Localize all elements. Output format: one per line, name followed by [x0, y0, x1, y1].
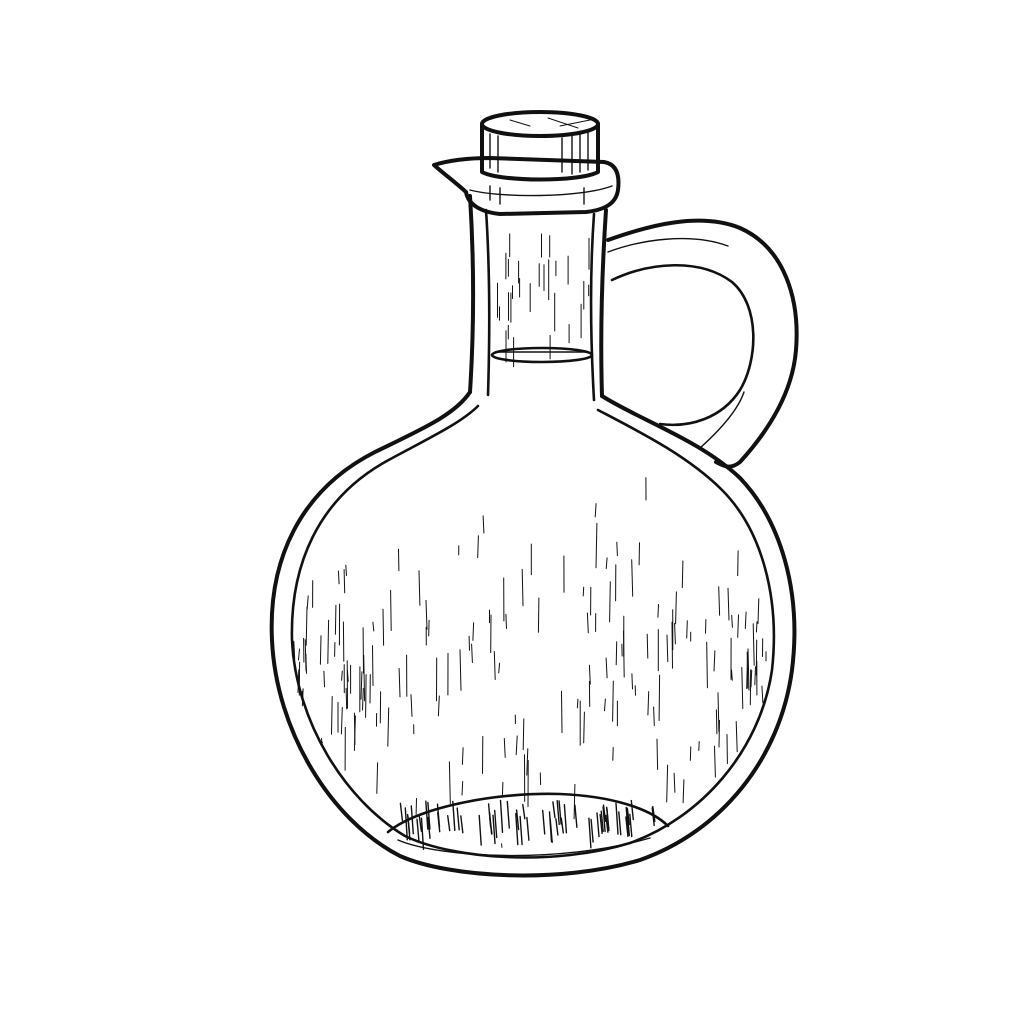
hatch-stroke: [411, 695, 412, 717]
hatch-stroke: [595, 504, 596, 517]
hatch-stroke: [457, 808, 459, 830]
hatch-stroke: [742, 667, 743, 708]
hatch-stroke: [675, 624, 676, 644]
hatch-stroke: [507, 801, 509, 828]
hatch-stroke: [596, 523, 597, 567]
hatch-stroke: [366, 675, 367, 718]
hatch-stroke: [632, 560, 633, 596]
hatch-stroke: [302, 689, 303, 706]
hatch-stroke: [553, 802, 555, 818]
hatch-stroke: [502, 782, 503, 795]
hatch-stroke: [438, 813, 440, 832]
hatch-stroke: [383, 609, 384, 645]
hatch-stroke: [373, 646, 374, 686]
hatch-stroke: [616, 803, 618, 834]
hatch-stroke: [522, 569, 523, 605]
hatch-stroke: [617, 542, 618, 555]
hatch-stroke: [647, 634, 648, 658]
hatch-stroke: [682, 561, 683, 588]
hatch-stroke: [657, 739, 658, 769]
hatch-stroke: [538, 598, 539, 632]
hatch-stroke: [478, 536, 479, 558]
hatch-stroke: [527, 818, 529, 841]
hatch-stroke: [751, 670, 752, 687]
hatch-stroke: [587, 613, 588, 633]
hatch-stroke: [624, 631, 625, 677]
hatch-stroke: [523, 719, 524, 750]
hatch-stroke: [718, 693, 719, 732]
hatch-stroke: [736, 722, 737, 752]
hatch-stroke: [715, 746, 716, 777]
hatch-stroke: [687, 621, 688, 638]
hatch-stroke: [561, 818, 563, 833]
hatch-stroke: [324, 671, 325, 687]
hatch-stroke: [745, 612, 746, 628]
hatch-stroke: [527, 749, 528, 775]
hatch-stroke: [690, 747, 691, 761]
hatch-stroke: [411, 806, 413, 834]
hatch-stroke: [630, 814, 632, 836]
hatch-stroke: [506, 614, 507, 628]
bottle-lip: [434, 158, 618, 214]
hatch-stroke: [473, 623, 474, 641]
hatch-stroke: [707, 642, 708, 687]
hatch-stroke: [426, 600, 427, 629]
hatch-stroke: [520, 817, 522, 845]
hatch-stroke: [299, 649, 300, 660]
hatch-stroke: [361, 672, 362, 700]
hatch-stroke: [417, 819, 419, 842]
hatch-stroke: [619, 812, 621, 835]
hatch-stroke: [320, 636, 321, 665]
hatch-stroke: [716, 710, 717, 734]
hatch-stroke: [494, 652, 495, 680]
hatch-stroke: [658, 605, 659, 618]
hatch-stroke: [747, 652, 748, 688]
hatch-stroke: [399, 668, 400, 697]
hatch-stroke: [610, 582, 611, 622]
hatch-stroke: [306, 665, 307, 674]
hatch-stroke: [606, 558, 607, 569]
hatch-stroke: [373, 622, 374, 631]
hatch-stroke: [422, 818, 424, 849]
hatch-stroke: [550, 812, 552, 842]
hatch-stroke: [631, 801, 633, 820]
hatch-stroke: [728, 588, 729, 620]
hatch-stroke: [504, 739, 505, 758]
hatch-stroke: [732, 615, 733, 627]
hatch-stroke: [755, 667, 756, 685]
hatch-stroke: [408, 815, 410, 834]
hatch-stroke: [332, 697, 333, 735]
hatch-stroke: [449, 762, 450, 804]
hatch-stroke: [338, 571, 339, 584]
hatch-stroke: [583, 587, 584, 596]
hatch-stroke: [613, 681, 614, 721]
hatch-stroke: [589, 818, 591, 848]
hatch-stroke: [562, 691, 563, 732]
hatch-stroke: [732, 670, 733, 680]
hatch-stroke: [461, 816, 463, 833]
hatch-stroke: [472, 644, 473, 662]
hatch-stroke: [479, 815, 481, 845]
hatch-stroke: [676, 592, 677, 624]
hatch-stroke: [683, 780, 684, 803]
hatch-stroke: [605, 699, 606, 711]
hatch-stroke: [756, 622, 757, 632]
hatch-stroke: [714, 651, 715, 671]
hatch-stroke: [606, 658, 607, 678]
hatch-stroke: [346, 565, 347, 575]
hatch-stroke: [438, 696, 439, 716]
hatch-stroke: [448, 816, 450, 831]
hatch-stroke: [453, 802, 455, 831]
hatch-stroke: [632, 674, 633, 689]
bottle-neck: [470, 196, 606, 400]
hatch-stroke: [667, 635, 668, 661]
hatch-stroke: [400, 803, 402, 820]
hatch-stroke: [462, 748, 463, 765]
hatch-stroke: [674, 773, 675, 792]
hatch-stroke: [306, 607, 307, 645]
hatch-stroke: [363, 688, 364, 710]
hatch-stroke: [341, 708, 342, 734]
hatch-stroke: [577, 699, 578, 708]
hatch-stroke: [377, 763, 378, 794]
hatch-stroke: [738, 615, 739, 637]
hatch-stroke: [574, 784, 575, 818]
hatch-stroke: [758, 599, 759, 624]
hatch-stroke: [575, 805, 577, 827]
hatch-stroke: [391, 590, 392, 630]
hatch-stroke: [543, 810, 545, 834]
hatch-stroke: [753, 624, 754, 666]
hatch-stroke: [516, 736, 517, 755]
hatch-stroke: [499, 663, 500, 673]
bottle-body: [272, 392, 795, 875]
hatch-stroke: [342, 671, 343, 680]
hatch-stroke: [419, 571, 420, 606]
hatch-stroke: [654, 707, 655, 726]
hatch-stroke: [388, 708, 389, 746]
hatch-stroke: [346, 688, 347, 709]
hatch-stroke: [564, 805, 566, 833]
hatch-stroke: [719, 587, 720, 615]
hatch-stroke: [523, 805, 525, 819]
hatch-stroke: [501, 800, 503, 832]
hatch-stroke: [483, 516, 484, 533]
hatch-stroke: [667, 765, 668, 802]
hatch-stroke: [460, 650, 461, 691]
hatch-stroke: [584, 712, 585, 743]
hatch-stroke: [489, 804, 491, 827]
hatch-stroke: [344, 570, 345, 593]
hatch-stroke: [616, 642, 617, 665]
hatch-stroke: [762, 686, 763, 703]
hatch-stroke: [335, 605, 336, 634]
hatch-stroke: [659, 675, 660, 720]
glass-hatching: [292, 234, 766, 849]
hatch-stroke: [328, 620, 329, 663]
hatch-stroke: [556, 819, 558, 835]
hatch-stroke: [462, 782, 463, 796]
hatch-stroke: [495, 811, 497, 838]
hatch-stroke: [597, 813, 599, 837]
hatch-stroke: [648, 692, 649, 715]
hatch-stroke: [591, 820, 593, 843]
